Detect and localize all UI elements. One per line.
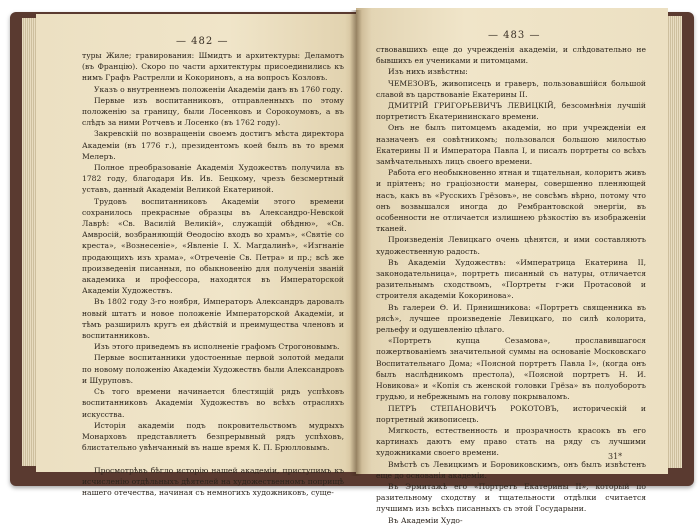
paragraph: Въ Эрмитажѣ его «Портретъ Екатерины II», который по разительному сходству и тщательности отдѣлки считается лучшимъ изъ всѣхъ писанныхъ съ этой Государыни.: [376, 481, 646, 514]
paragraph: Трудовъ воспитанниковъ Академіи этого времени сохранилось прекрасные образцы въ Александро-Невской Лаврѣ: «Св. Василій Великій», служащій обѣдню», «Св. Амвросій, возбраняющій Ѳеодосію входъ во храмъ», «Святіе со креста», «Вознесеніе», «Явленіе І. Х. Магдалинѣ», «Изгнаніе продающихъ изъ храма», «Отреченіе Св. Петра» и пр.; всѣ же произведенія писанныя, по обыкновенію для полученія званій академика и профессора, находятся въ Императорской Академіи Художествъ.: [82, 196, 344, 296]
paragraph: Полное преобразованіе Академія Художествъ получила въ 1782 году, благодаря Ив. Ив. Бецкому, чрезъ безсмертный уставъ, данный Академіи Великой Екатериной.: [82, 163, 344, 195]
left-page: [36, 14, 358, 497]
paragraph: Мягкость, естественность и прозрачность красокъ въ его картинахъ даютъ ему право стать на ряду съ лучшими художниками своего времени.: [376, 425, 646, 458]
paragraph: Въ галереи Ѳ. И. Прянишникова: «Портретъ священника въ рясѣ», лучшее произведеніе Левицкаго, по силѣ колорита, рельефу и одушевленію цѣлаго.: [376, 302, 646, 335]
paragraph: Вмѣстѣ съ Левицкимъ и Боровиковскимъ, онъ былъ извѣстенъ еще до основанія академіи.: [376, 459, 646, 480]
paragraph: Изъ этого приведемъ въ исполненіе графомъ Строгоновымъ.: [94, 342, 340, 352]
left-page-number: — 482 —: [176, 36, 229, 47]
paragraph: Изъ нихъ извѣстны:: [388, 67, 468, 77]
paragraph: ствовавшихъ еще до учрежденія академіи, и слѣдовательно не бывшихъ ея учениками и питомцами.: [376, 45, 646, 66]
paragraph: Первые изъ воспитанниковъ, отправленныхъ по этому положенію за границу, были Лосенковъ и Сорокоумовъ, а въ слѣдъ за ними Ротчевъ и Лосенко (въ 1762 году).: [82, 95, 344, 128]
paragraph: Съ того времени начинается блестящій рядъ успѣховъ воспитанниковъ Академіи Художествъ во всѣхъ отрасляхъ искусства.: [82, 387, 344, 419]
right-page-text: [376, 44, 646, 526]
paragraph: Указъ о внутреннемъ положеніи Академіи данъ въ 1760 году.: [94, 84, 343, 94]
right-page: [356, 8, 668, 525]
paragraph: Исторія академіи подъ покровительствомъ мудрыхъ Монарховъ представляетъ безпрерывный рядъ успѣховъ, блистательно увѣнчанный въ наше время К. П. Брюлловымъ.: [82, 420, 344, 453]
paragraph: Въ Академіи Худо-: [388, 515, 463, 525]
paragraph: ДМИТРІЙ ГРИГОРЬЕВИЧЪ ЛЕВИЦКІЙ, безсомнѣнія лучшій портретистъ Екатерининскаго времени.: [376, 101, 646, 122]
paragraph: Закревскій по возвращеніи своемъ достигъ мѣста директора Академіи (въ 1776 г.), президентомъ коей былъ въ то время Мелеръ.: [82, 129, 344, 161]
right-page-number: — 483 —: [488, 30, 541, 41]
paragraph: «Портретъ купца Сезамова», прославившагося пожертвованіемъ значительной суммы на основаніе Московскаго Воспитательнаго Дома; «Поясной портретъ Павла I», (когда онъ былъ наслѣдникомъ престола), «Поясной портретъ Н. И. Новикова» и «Копія съ женской головки Грёза» въ полуоборотъ грудью, и небрежнымъ на голову покрываломъ.: [376, 336, 646, 402]
paragraph: ПЕТРЪ СТЕПАНОВИЧЪ РОКОТОВЪ, историческій и портретный живописецъ.: [376, 403, 646, 424]
paragraph: Произведенія Левицкаго очень цѣнятся, и ими составляютъ художественную радость.: [376, 235, 646, 256]
paragraph: Просмотрѣвъ бѣгло исторію нашей академіи, приступимъ къ исчисленію отдѣльныхъ дѣятелей на художественномъ поприщѣ нашего отечества, начиная съ немногихъ художниковъ, суще-: [82, 465, 344, 497]
paragraph: Въ 1802 году 3-го ноября, Императоръ Александръ даровалъ новый штатъ и новое положеніе Императорской Академіи, и тѣмъ разширилъ кругъ ея дѣйствій и преимущества членовъ и воспитанниковъ.: [82, 297, 344, 341]
paragraph: Работа его необыкновенно ятная и тщательная, колоритъ живъ и пріятенъ; но граціозности манеры, совершенно пленяющей насъ, какъ въ «Русскихъ Грёзовъ», не совсѣмъ вѣрно, потому что онъ возвышался иногда до Рембрантовской энергіи, въ особенности не отличается излишнею рѣзкостію въ изображеніи тканей.: [376, 168, 646, 234]
paragraph: ЧЕМЕЗОВЪ, живописецъ и граверъ, пользовавшійся большой славой въ царствованіе Екатерины II.: [376, 78, 646, 99]
left-page-text: [82, 50, 344, 498]
paragraph: Первые воспитанники удостоенные первой золотой медали по новому положенію Академіи Художествъ были Александровъ и Шуруповъ.: [82, 353, 344, 385]
book-gutter: [350, 10, 362, 476]
paragraph: туры Жиле; гравирования: Шмидтъ и архитектуры: Деламотъ (въ Францію). Скоро по части архитектуры присоединились къ нимъ Графъ Растрелли и Кокориновъ, а на вопросъ Козловъ.: [82, 51, 344, 83]
paragraph: Онъ не былъ питомцемъ академіи, но при учрежденіи ея назначенъ ея совѣтникомъ; пользовался большою милостью Екатерины II и Императора Павла I, и писалъ портреты со всѣхъ замѣчательныхъ лицъ своего времени.: [376, 123, 646, 167]
paragraph: [82, 453, 344, 464]
printer-signature: 31*: [608, 452, 623, 461]
paragraph: Въ Академіи Художествъ: «Императрица Екатерина II, законодательница», портретъ писанный съ натуры, отличается разительнымъ сходствомъ, «Портреты г-жи Протасовой и строителя академіи Кокоринова».: [376, 257, 646, 301]
